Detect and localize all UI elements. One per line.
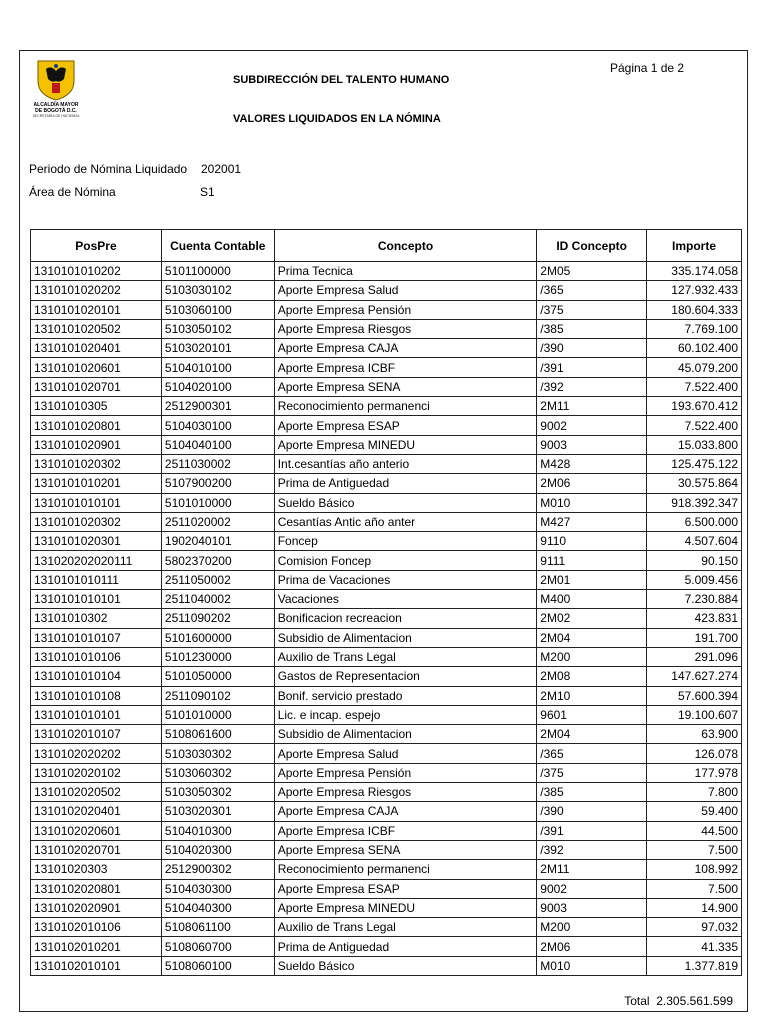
id-concepto-cell: 9110 [537,532,647,551]
pospre-cell: 1310101010104 [31,667,162,686]
importe-cell: 7.522.400 [647,377,742,396]
id-concepto-cell: M010 [537,493,647,512]
table-row [31,821,742,840]
cuenta-cell: 5104040100 [161,435,274,454]
cuenta-cell: 2512900301 [161,397,274,416]
id-concepto-cell: 2M04 [537,628,647,647]
id-concepto-cell: /392 [537,377,647,396]
importe-cell: 7.769.100 [647,319,742,338]
pospre-cell: 1310101020202 [31,281,162,300]
area-label: Área de Nómina [29,185,116,199]
importe-cell: 7.500 [647,840,742,859]
id-concepto-cell: 2M08 [537,667,647,686]
cuenta-cell: 5101100000 [161,262,274,281]
id-concepto-cell: 9002 [537,879,647,898]
cuenta-cell: 5108060100 [161,956,274,975]
table-row [31,512,742,531]
importe-cell: 125.475.122 [647,454,742,473]
cuenta-cell: 5101010000 [161,493,274,512]
pospre-cell: 1310102020601 [31,821,162,840]
importe-cell: 5.009.456 [647,570,742,589]
importe-cell: 177.978 [647,763,742,782]
importe-cell: 7.800 [647,783,742,802]
importe-cell: 180.604.333 [647,300,742,319]
id-concepto-cell: 9002 [537,416,647,435]
table-row [31,339,742,358]
table-row [31,435,742,454]
cuenta-cell: 5101050000 [161,667,274,686]
id-concepto-cell: /365 [537,744,647,763]
importe-cell: 193.670.412 [647,397,742,416]
table-row [31,956,742,975]
pospre-cell: 1310101020302 [31,512,162,531]
concepto-cell: Aporte Empresa ESAP [274,879,537,898]
concepto-cell: Reconocimiento permanenci [274,860,537,879]
id-concepto-cell: 9003 [537,898,647,917]
id-concepto-cell: 2M04 [537,725,647,744]
table-body [31,262,742,976]
pospre-cell: 1310102010101 [31,956,162,975]
concepto-cell: Aporte Empresa CAJA [274,802,537,821]
importe-cell: 126.078 [647,744,742,763]
id-concepto-cell: 9003 [537,435,647,454]
total-row [624,994,733,1008]
id-concepto-cell: /375 [537,300,647,319]
pospre-cell: 1310101020801 [31,416,162,435]
importe-cell: 291.096 [647,647,742,666]
importe-cell: 30.575.864 [647,474,742,493]
table-row [31,397,742,416]
report-subtitle: VALORES LIQUIDADOS EN LA NÓMINA [233,113,441,125]
pospre-cell: 1310101010107 [31,628,162,647]
table-row [31,744,742,763]
table-row [31,609,742,628]
page-indicator: Página 1 de 2 [610,61,685,75]
concepto-cell: Aporte Empresa Salud [274,281,537,300]
periodo-label: Periodo de Nómina Liquidado [29,162,188,176]
cuenta-cell: 2511030002 [161,454,274,473]
concepto-cell: Cesantías Antic año anter [274,512,537,531]
table-row [31,300,742,319]
pospre-cell: 1310102010107 [31,725,162,744]
table-header [31,230,742,262]
importe-cell: 108.992 [647,860,742,879]
concepto-cell: Subsidio de Alimentacion [274,725,537,744]
cuenta-cell: 5103050102 [161,319,274,338]
cuenta-cell: 5104020300 [161,840,274,859]
id-concepto-cell: M010 [537,956,647,975]
bogota-logo [26,57,86,125]
col-header-pospre: PosPre [31,230,162,262]
id-concepto-cell: M428 [537,454,647,473]
id-concepto-cell: M200 [537,918,647,937]
cuenta-cell: 5108061100 [161,918,274,937]
concepto-cell: Auxilio de Trans Legal [274,647,537,666]
table-row [31,358,742,377]
concepto-cell: Comision Foncep [274,551,537,570]
pospre-cell: 1310101010108 [31,686,162,705]
area-row [29,185,215,199]
table-row [31,898,742,917]
table-row [31,763,742,782]
pospre-cell: 1310102020801 [31,879,162,898]
concepto-cell: Prima de Vacaciones [274,570,537,589]
logo-subtitle: SECRETARÍA DE HACIENDA [32,114,80,118]
periodo-row [29,162,242,176]
cuenta-cell: 5101600000 [161,628,274,647]
cuenta-cell: 5103030102 [161,281,274,300]
logo-name: ALCALDÍA MAYOR DE BOGOTÁ D.C. [33,102,79,114]
id-concepto-cell: /385 [537,319,647,338]
table-row [31,860,742,879]
table-row [31,840,742,859]
pospre-cell: 1310101010101 [31,493,162,512]
cuenta-cell: 5103060302 [161,763,274,782]
pospre-cell: 1310101020302 [31,454,162,473]
col-header-id-concepto: ID Concepto [537,230,647,262]
id-concepto-cell: /365 [537,281,647,300]
cuenta-cell: 5104030300 [161,879,274,898]
cuenta-cell: 5101230000 [161,647,274,666]
periodo-value: 202001 [201,162,242,176]
id-concepto-cell: /391 [537,821,647,840]
table-row [31,262,742,281]
table-row [31,937,742,956]
concepto-cell: Bonif. servicio prestado [274,686,537,705]
pospre-cell: 1310101010101 [31,590,162,609]
id-concepto-cell: /375 [537,763,647,782]
table-row [31,879,742,898]
importe-cell: 7.522.400 [647,416,742,435]
table-row [31,725,742,744]
concepto-cell: Sueldo Básico [274,956,537,975]
concepto-cell: Aporte Empresa MINEDU [274,898,537,917]
pospre-cell: 1310101020301 [31,532,162,551]
importe-cell: 1.377.819 [647,956,742,975]
pospre-cell: 1310102020502 [31,783,162,802]
concepto-cell: Prima Tecnica [274,262,537,281]
importe-cell: 57.600.394 [647,686,742,705]
concepto-cell: Prima de Antiguedad [274,937,537,956]
importe-cell: 97.032 [647,918,742,937]
area-value: S1 [200,185,215,199]
table-row [31,647,742,666]
total-label: Total [624,994,650,1008]
table-row [31,474,742,493]
id-concepto-cell: 2M01 [537,570,647,589]
concepto-cell: Aporte Empresa ESAP [274,416,537,435]
pospre-cell: 1310101010201 [31,474,162,493]
id-concepto-cell: 2M05 [537,262,647,281]
concepto-cell: Aporte Empresa Salud [274,744,537,763]
table-row [31,918,742,937]
pospre-cell: 1310101010101 [31,705,162,724]
importe-cell: 59.400 [647,802,742,821]
pospre-cell: 1310101010106 [31,647,162,666]
cuenta-cell: 2511040002 [161,590,274,609]
table-row [31,281,742,300]
cuenta-cell: 5107900200 [161,474,274,493]
id-concepto-cell: M200 [537,647,647,666]
concepto-cell: Aporte Empresa SENA [274,377,537,396]
col-header-cuenta: Cuenta Contable [161,230,274,262]
cuenta-cell: 5104020100 [161,377,274,396]
pospre-cell: 131020202020111 [31,551,162,570]
cuenta-cell: 5802370200 [161,551,274,570]
pospre-cell: 1310102020901 [31,898,162,917]
importe-cell: 19.100.607 [647,705,742,724]
concepto-cell: Int.cesantías año anterio [274,454,537,473]
col-header-concepto: Concepto [274,230,537,262]
pospre-cell: 1310101020901 [31,435,162,454]
pospre-cell: 1310101020601 [31,358,162,377]
id-concepto-cell: 2M02 [537,609,647,628]
concepto-cell: Subsidio de Alimentacion [274,628,537,647]
importe-cell: 191.700 [647,628,742,647]
id-concepto-cell: 2M11 [537,397,647,416]
table-row [31,532,742,551]
table-row [31,590,742,609]
cuenta-cell: 5104040300 [161,898,274,917]
concepto-cell: Aporte Empresa ICBF [274,821,537,840]
id-concepto-cell: 2M06 [537,474,647,493]
importe-cell: 14.900 [647,898,742,917]
pospre-cell: 13101010302 [31,609,162,628]
importe-cell: 41.335 [647,937,742,956]
id-concepto-cell: 2M06 [537,937,647,956]
cuenta-cell: 2511020002 [161,512,274,531]
cuenta-cell: 2511050002 [161,570,274,589]
table-row [31,783,742,802]
id-concepto-cell: M427 [537,512,647,531]
importe-cell: 147.627.274 [647,667,742,686]
pospre-cell: 1310102020202 [31,744,162,763]
concepto-cell: Aporte Empresa SENA [274,840,537,859]
pospre-cell: 1310102010106 [31,918,162,937]
cuenta-cell: 5104010300 [161,821,274,840]
pospre-cell: 1310101020502 [31,319,162,338]
importe-cell: 918.392.347 [647,493,742,512]
cuenta-cell: 5103020101 [161,339,274,358]
importe-cell: 60.102.400 [647,339,742,358]
id-concepto-cell: /385 [537,783,647,802]
concepto-cell: Foncep [274,532,537,551]
concepto-cell: Sueldo Básico [274,493,537,512]
concepto-cell: Aporte Empresa Pensión [274,763,537,782]
pospre-cell: 1310101010202 [31,262,162,281]
cuenta-cell: 2511090202 [161,609,274,628]
id-concepto-cell: 2M11 [537,860,647,879]
total-value: 2.305.561.599 [656,994,733,1008]
id-concepto-cell: /392 [537,840,647,859]
importe-cell: 63.900 [647,725,742,744]
pospre-cell: 1310101020401 [31,339,162,358]
cuenta-cell: 5103020301 [161,802,274,821]
pospre-cell: 13101020303 [31,860,162,879]
table-row [31,551,742,570]
importe-cell: 15.033.800 [647,435,742,454]
cuenta-cell: 5103050302 [161,783,274,802]
payroll-table [30,229,742,976]
concepto-cell: Aporte Empresa CAJA [274,339,537,358]
report-title: SUBDIRECCIÓN DEL TALENTO HUMANO [233,74,450,86]
concepto-cell: Prima de Antiguedad [274,474,537,493]
cuenta-cell: 5101010000 [161,705,274,724]
cuenta-cell: 5104030100 [161,416,274,435]
table-row [31,667,742,686]
cuenta-cell: 5103060100 [161,300,274,319]
concepto-cell: Reconocimiento permanenci [274,397,537,416]
concepto-cell: Aporte Empresa ICBF [274,358,537,377]
id-concepto-cell: 2M10 [537,686,647,705]
concepto-cell: Gastos de Representacion [274,667,537,686]
concepto-cell: Aporte Empresa MINEDU [274,435,537,454]
pospre-cell: 1310101020701 [31,377,162,396]
importe-cell: 335.174.058 [647,262,742,281]
id-concepto-cell: 9601 [537,705,647,724]
importe-cell: 44.500 [647,821,742,840]
concepto-cell: Lic. e incap. espejo [274,705,537,724]
table-row [31,628,742,647]
pospre-cell: 1310101010111 [31,570,162,589]
cuenta-cell: 5108060700 [161,937,274,956]
id-concepto-cell: /391 [537,358,647,377]
pospre-cell: 1310102020401 [31,802,162,821]
table-row [31,705,742,724]
table-row [31,802,742,821]
concepto-cell: Aporte Empresa Riesgos [274,319,537,338]
cuenta-cell: 5104010100 [161,358,274,377]
table-row [31,377,742,396]
cuenta-cell: 1902040101 [161,532,274,551]
coat-of-arms-icon [26,57,86,101]
id-concepto-cell: 9111 [537,551,647,570]
importe-cell: 6.500.000 [647,512,742,531]
pospre-cell: 1310102010201 [31,937,162,956]
importe-cell: 7.500 [647,879,742,898]
importe-cell: 90.150 [647,551,742,570]
table-row [31,686,742,705]
concepto-cell: Vacaciones [274,590,537,609]
table-row [31,416,742,435]
col-header-importe: Importe [647,230,742,262]
concepto-cell: Auxilio de Trans Legal [274,918,537,937]
table-row [31,454,742,473]
concepto-cell: Aporte Empresa Riesgos [274,783,537,802]
importe-cell: 423.831 [647,609,742,628]
report-page [19,50,748,1012]
cuenta-cell: 5103030302 [161,744,274,763]
importe-cell: 7.230.884 [647,590,742,609]
id-concepto-cell: /390 [537,802,647,821]
cuenta-cell: 5108061600 [161,725,274,744]
importe-cell: 45.079.200 [647,358,742,377]
pospre-cell: 13101010305 [31,397,162,416]
pospre-cell: 1310102020102 [31,763,162,782]
importe-cell: 4.507.604 [647,532,742,551]
table-row [31,570,742,589]
pospre-cell: 1310102020701 [31,840,162,859]
id-concepto-cell: M400 [537,590,647,609]
importe-cell: 127.932.433 [647,281,742,300]
id-concepto-cell: /390 [537,339,647,358]
table-row [31,319,742,338]
concepto-cell: Bonificacion recreacion [274,609,537,628]
pospre-cell: 1310101020101 [31,300,162,319]
cuenta-cell: 2511090102 [161,686,274,705]
cuenta-cell: 2512900302 [161,860,274,879]
concepto-cell: Aporte Empresa Pensión [274,300,537,319]
table-row [31,493,742,512]
